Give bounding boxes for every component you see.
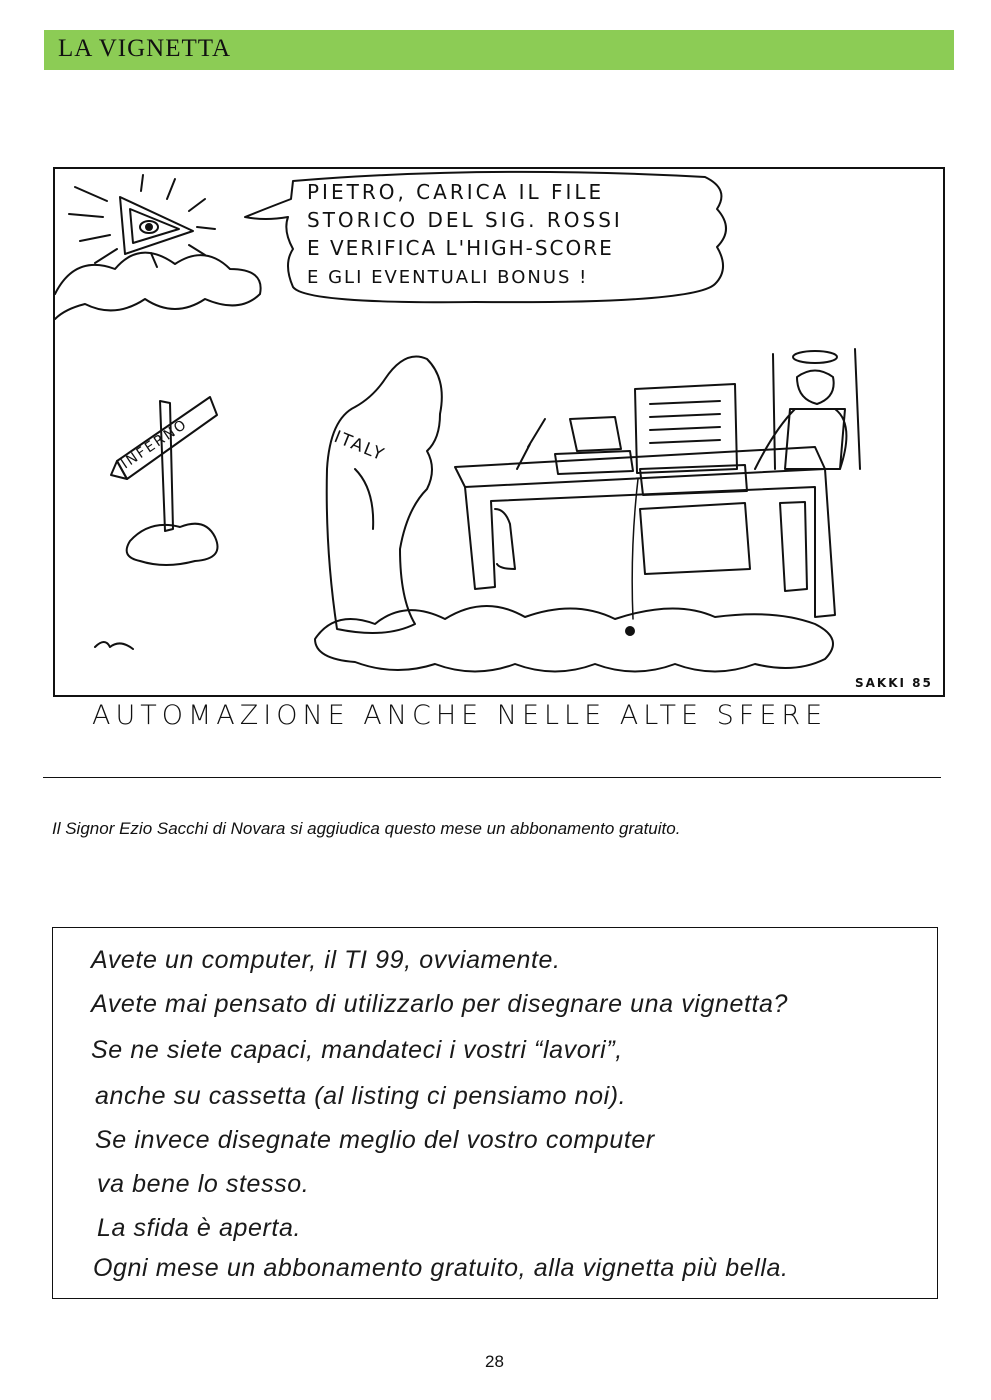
speech-line-3: E VERIFICA L'HIGH-SCORE [307,236,614,260]
promo-line-8: Ogni mese un abbonamento gratuito, alla vignetta più bella. [93,1254,789,1282]
cartoon-caption: AUTOMAZIONE ANCHE NELLE ALTE SFERE [92,700,828,731]
speech-line-4: E GLI EVENTUALI BONUS ! [307,267,589,288]
cartoon-signature: SAKKI 85 [855,676,933,690]
promo-box [52,927,938,1299]
promo-line-3: Se ne siete capaci, mandateci i vostri “lavori”, [91,1036,623,1064]
promo-line-6: va bene lo stesso. [97,1170,310,1198]
speech-line-1: PIETRO, CARICA IL FILE [307,180,605,204]
section-header-bar [44,30,954,70]
section-title: LA VIGNETTA [58,35,232,62]
italy-rock-icon [327,357,442,634]
promo-line-5: Se invece disegnate meglio del vostro computer [95,1126,655,1154]
divider-rule [43,777,941,778]
promo-line-4: anche su cassetta (al listing ci pensiamo noi). [95,1082,627,1110]
sign-text: INFERNO [118,416,191,473]
signpost-icon [111,397,218,565]
cartoon-drawing [55,169,943,695]
angel-icon [755,349,860,469]
computer-icon [555,384,747,635]
winner-announcement: Il Signor Ezio Sacchi di Novara si aggiudica questo mese un abbonamento gratuito. [52,819,681,838]
promo-line-1: Avete un computer, il TI 99, ovviamente. [91,946,561,974]
promo-line-7: La sfida è aperta. [97,1214,301,1242]
cartoon-panel [53,167,945,697]
italy-text: ITALY [331,427,389,466]
promo-line-2: Avete mai pensato di utilizzarlo per disegnare una vignetta? [91,990,789,1018]
page-number: 28 [485,1352,504,1371]
speech-line-2: STORICO DEL SIG. ROSSI [307,208,623,232]
